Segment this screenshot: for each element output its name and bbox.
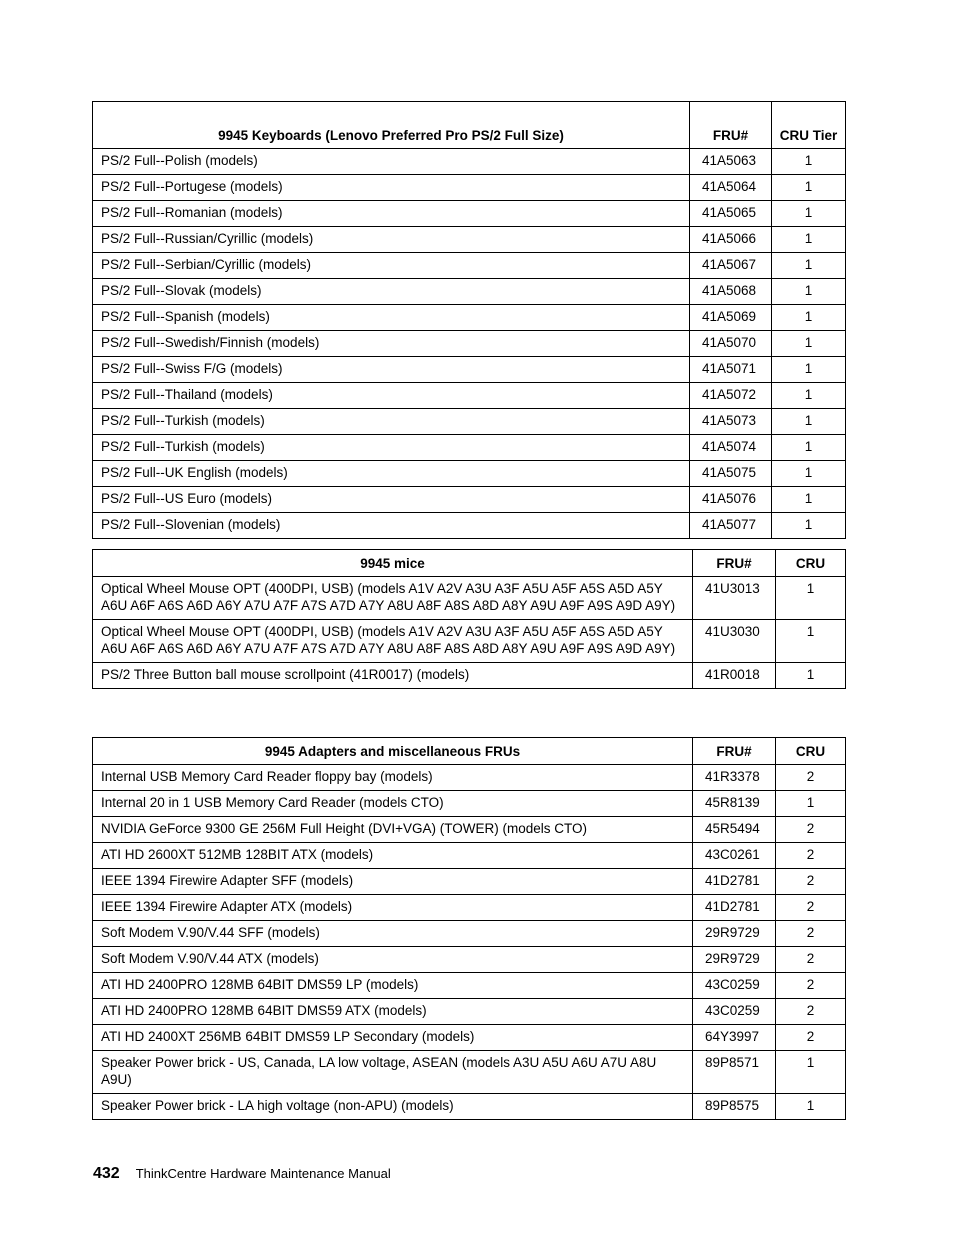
table-row — [93, 843, 846, 869]
cru-tier: 1 — [776, 663, 846, 689]
fru-number: 41A5074 — [690, 435, 772, 461]
cru-tier: 2 — [776, 921, 846, 947]
part-description: IEEE 1394 Firewire Adapter ATX (models) — [93, 895, 693, 921]
fru-number: 41A5066 — [690, 227, 772, 253]
part-description: IEEE 1394 Firewire Adapter SFF (models) — [93, 869, 693, 895]
table-row — [93, 817, 846, 843]
cru-tier: 2 — [776, 999, 846, 1025]
cru-tier: 2 — [776, 843, 846, 869]
cru-tier: 1 — [776, 620, 846, 663]
table-row — [93, 513, 846, 539]
part-description: Internal USB Memory Card Reader floppy bay (models) — [93, 765, 693, 791]
part-description: PS/2 Full--Polish (models) — [93, 149, 690, 175]
table-row — [93, 869, 846, 895]
fru-number: 45R8139 — [693, 791, 776, 817]
part-description: PS/2 Full--Turkish (models) — [93, 435, 690, 461]
part-description: ATI HD 2600XT 512MB 128BIT ATX (models) — [93, 843, 693, 869]
part-description: PS/2 Full--Portugese (models) — [93, 175, 690, 201]
cru-tier: 1 — [772, 357, 846, 383]
table-row — [93, 357, 846, 383]
table-row — [93, 791, 846, 817]
fru-number: 41D2781 — [693, 895, 776, 921]
fru-number: 89P8571 — [693, 1051, 776, 1094]
table-row — [93, 999, 846, 1025]
cru-tier: 1 — [776, 1051, 846, 1094]
fru-number: 41A5069 — [690, 305, 772, 331]
part-description: PS/2 Full--Romanian (models) — [93, 201, 690, 227]
column-header-description: 9945 Keyboards (Lenovo Preferred Pro PS/2 Full Size) — [93, 102, 690, 149]
fru-number: 29R9729 — [693, 921, 776, 947]
cru-tier: 1 — [772, 409, 846, 435]
fru-number: 41U3030 — [693, 620, 776, 663]
table-row — [93, 461, 846, 487]
fru-number: 41A5063 — [690, 149, 772, 175]
fru-number: 41A5071 — [690, 357, 772, 383]
fru-number: 41A5064 — [690, 175, 772, 201]
table-row — [93, 279, 846, 305]
fru-number: 41A5072 — [690, 383, 772, 409]
part-description: PS/2 Full--Swiss F/G (models) — [93, 357, 690, 383]
fru-number: 41R0018 — [693, 663, 776, 689]
table-row — [93, 1051, 846, 1094]
table-row — [93, 175, 846, 201]
fru-number: 41A5067 — [690, 253, 772, 279]
column-header-fru: FRU# — [690, 102, 772, 149]
part-description: Internal 20 in 1 USB Memory Card Reader (models CTO) — [93, 791, 693, 817]
part-description: PS/2 Full--Spanish (models) — [93, 305, 690, 331]
fru-number: 43C0259 — [693, 973, 776, 999]
table-row — [93, 201, 846, 227]
cru-tier: 2 — [776, 973, 846, 999]
fru-number: 41A5076 — [690, 487, 772, 513]
table-row — [93, 487, 846, 513]
cru-tier: 1 — [772, 279, 846, 305]
cru-tier: 1 — [772, 201, 846, 227]
table-row — [93, 620, 846, 663]
fru-number: 41A5077 — [690, 513, 772, 539]
table-row — [93, 1025, 846, 1051]
part-description: Soft Modem V.90/V.44 SFF (models) — [93, 921, 693, 947]
cru-tier: 1 — [776, 1094, 846, 1120]
cru-tier: 1 — [776, 577, 846, 620]
part-description: Speaker Power brick - LA high voltage (non-APU) (models) — [93, 1094, 693, 1120]
table-row — [93, 227, 846, 253]
fru-number: 43C0261 — [693, 843, 776, 869]
table-row — [93, 921, 846, 947]
part-description: PS/2 Full--Slovenian (models) — [93, 513, 690, 539]
table-row — [93, 1094, 846, 1120]
page-number: 432 — [93, 1165, 120, 1182]
part-description: Optical Wheel Mouse OPT (400DPI, USB) (models A1V A2V A3U A3F A5U A5F A5S A5D A5Y A6U A6F A6S A6D A6Y A7U A7F A7S A7D A7Y A8U A8F A8S A8D A8Y A9U A9F A9S A9D A9Y) — [93, 577, 693, 620]
part-description: ATI HD 2400XT 256MB 64BIT DMS59 LP Secondary (models) — [93, 1025, 693, 1051]
fru-number: 41R3378 — [693, 765, 776, 791]
table-row — [93, 947, 846, 973]
part-description: Speaker Power brick - US, Canada, LA low voltage, ASEAN (models A3U A5U A6U A7U A8U A9U) — [93, 1051, 693, 1094]
cru-tier: 1 — [772, 331, 846, 357]
fru-number: 45R5494 — [693, 817, 776, 843]
column-header-fru: FRU# — [693, 738, 776, 765]
cru-tier: 2 — [776, 869, 846, 895]
table-header-row — [93, 550, 846, 577]
table-header-row — [93, 102, 846, 149]
part-description: Optical Wheel Mouse OPT (400DPI, USB) (models A1V A2V A3U A3F A5U A5F A5S A5D A5Y A6U A6F A6S A6D A6Y A7U A7F A7S A7D A7Y A8U A8F A8S A8D A8Y A9U A9F A9S A9D A9Y) — [93, 620, 693, 663]
column-header-fru: FRU# — [693, 550, 776, 577]
fru-number: 41A5070 — [690, 331, 772, 357]
table-row — [93, 577, 846, 620]
cru-tier: 1 — [772, 175, 846, 201]
cru-tier: 1 — [772, 513, 846, 539]
cru-tier: 1 — [772, 487, 846, 513]
cru-tier: 2 — [776, 765, 846, 791]
table-row — [93, 435, 846, 461]
cru-tier: 1 — [772, 253, 846, 279]
part-description: PS/2 Full--US Euro (models) — [93, 487, 690, 513]
fru-number: 41A5065 — [690, 201, 772, 227]
cru-tier: 1 — [772, 149, 846, 175]
part-description: PS/2 Three Button ball mouse scrollpoint (41R0017) (models) — [93, 663, 693, 689]
fru-number: 43C0259 — [693, 999, 776, 1025]
part-description: PS/2 Full--Thailand (models) — [93, 383, 690, 409]
cru-tier: 1 — [776, 791, 846, 817]
cru-tier: 1 — [772, 461, 846, 487]
part-description: PS/2 Full--Slovak (models) — [93, 279, 690, 305]
part-description: PS/2 Full--UK English (models) — [93, 461, 690, 487]
part-description: PS/2 Full--Swedish/Finnish (models) — [93, 331, 690, 357]
part-description: PS/2 Full--Russian/Cyrillic (models) — [93, 227, 690, 253]
cru-tier: 1 — [772, 383, 846, 409]
column-header-cru-tier: CRU Tier — [772, 102, 846, 149]
manual-title: ThinkCentre Hardware Maintenance Manual — [135, 1166, 391, 1181]
fru-number: 41D2781 — [693, 869, 776, 895]
column-header-cru: CRU — [776, 550, 846, 577]
column-header-cru: CRU — [776, 738, 846, 765]
table-row — [93, 663, 846, 689]
table-row — [93, 383, 846, 409]
fru-number: 41A5073 — [690, 409, 772, 435]
table-row — [93, 305, 846, 331]
table-row — [93, 331, 846, 357]
part-description: PS/2 Full--Turkish (models) — [93, 409, 690, 435]
part-description: NVIDIA GeForce 9300 GE 256M Full Height (DVI+VGA) (TOWER) (models CTO) — [93, 817, 693, 843]
cru-tier: 2 — [776, 1025, 846, 1051]
part-description: ATI HD 2400PRO 128MB 64BIT DMS59 ATX (models) — [93, 999, 693, 1025]
cru-tier: 1 — [772, 305, 846, 331]
table-row — [93, 765, 846, 791]
table-row — [93, 253, 846, 279]
cru-tier: 1 — [772, 227, 846, 253]
table-row — [93, 973, 846, 999]
mice-table — [92, 549, 846, 689]
adapters-table — [92, 737, 846, 1120]
table-row — [93, 895, 846, 921]
table-row — [93, 409, 846, 435]
fru-number: 41A5075 — [690, 461, 772, 487]
fru-number: 41A5068 — [690, 279, 772, 305]
part-description: Soft Modem V.90/V.44 ATX (models) — [93, 947, 693, 973]
fru-number: 41U3013 — [693, 577, 776, 620]
cru-tier: 2 — [776, 895, 846, 921]
part-description: ATI HD 2400PRO 128MB 64BIT DMS59 LP (models) — [93, 973, 693, 999]
table-header-row — [93, 738, 846, 765]
fru-number: 89P8575 — [693, 1094, 776, 1120]
page-footer — [93, 1165, 391, 1183]
part-description: PS/2 Full--Serbian/Cyrillic (models) — [93, 253, 690, 279]
fru-number: 29R9729 — [693, 947, 776, 973]
keyboards-table — [92, 101, 846, 539]
cru-tier: 2 — [776, 947, 846, 973]
table-row — [93, 149, 846, 175]
column-header-description: 9945 mice — [93, 550, 693, 577]
column-header-description: 9945 Adapters and miscellaneous FRUs — [93, 738, 693, 765]
fru-number: 64Y3997 — [693, 1025, 776, 1051]
cru-tier: 1 — [772, 435, 846, 461]
cru-tier: 2 — [776, 817, 846, 843]
